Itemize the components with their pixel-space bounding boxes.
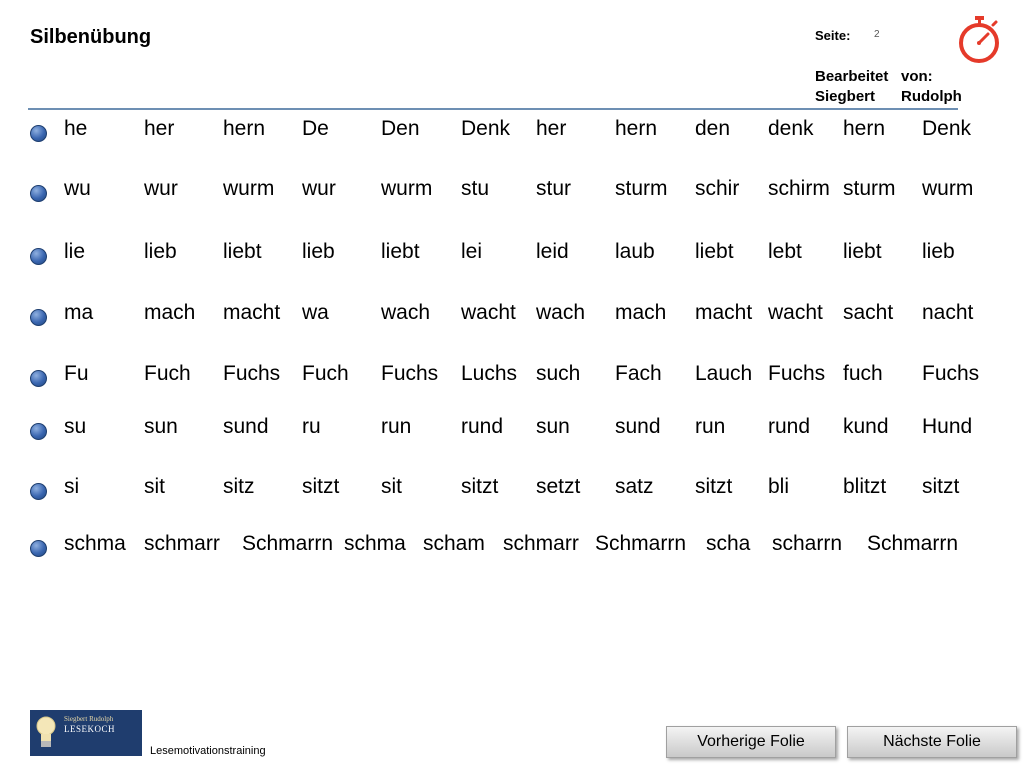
syllable-word: wacht	[461, 301, 516, 324]
logo-author: Siegbert Rudolph	[64, 715, 114, 723]
syllable-word: den	[695, 117, 731, 140]
syllable-word: Hund	[922, 415, 973, 438]
author-info	[815, 67, 962, 107]
syllable-word: Fu	[64, 362, 89, 385]
syllable-word: mach	[144, 301, 196, 324]
syllable-word: Fuchs	[381, 362, 439, 385]
syllable-word: ru	[302, 415, 321, 438]
page-label: Seite:	[815, 28, 851, 43]
bullet-icon	[30, 125, 47, 142]
syllable-word: liebt	[381, 240, 420, 263]
page-title: Silbenübung	[30, 26, 152, 48]
syllable-word: liebt	[695, 240, 734, 263]
syllable-word: De	[302, 117, 329, 140]
syllable-word: stur	[536, 177, 572, 200]
syllable-word: Schmarrn	[242, 532, 334, 555]
syllable-word: sund	[615, 415, 661, 438]
syllable-word: run	[381, 415, 412, 438]
syllable-word: sun	[144, 415, 178, 438]
syllable-word: Fuch	[144, 362, 191, 385]
next-slide-button[interactable]: Nächste Folie	[847, 726, 1017, 758]
leseKoch-logo	[30, 710, 142, 756]
bullet-icon	[30, 309, 47, 326]
syllable-word: macht	[695, 301, 753, 324]
syllable-word: setzt	[536, 475, 581, 498]
edited-label: Bearbeitet	[815, 68, 889, 85]
syllable-word: hern	[843, 117, 886, 140]
syllable-word: lieb	[922, 240, 955, 263]
syllable-word: sitzt	[922, 475, 960, 498]
syllable-word: kund	[843, 415, 889, 438]
bullet-icon	[30, 423, 47, 440]
syllable-word: stu	[461, 177, 490, 200]
syllable-word: fuch	[843, 362, 883, 385]
author-first-name: Siegbert	[815, 88, 876, 105]
bullet-icon	[30, 185, 47, 202]
bullet-icon	[30, 370, 47, 387]
syllable-word: wurm	[381, 177, 433, 200]
syllable-word: schmarr	[503, 532, 579, 555]
syllable-word: scharrn	[772, 532, 843, 555]
syllable-word: sacht	[843, 301, 894, 324]
syllable-word: sturm	[843, 177, 896, 200]
bullet-icon	[30, 483, 47, 500]
syllable-word: Luchs	[461, 362, 518, 385]
syllable-word: lieb	[144, 240, 177, 263]
syllable-word: ma	[64, 301, 94, 324]
syllable-word: schmarr	[144, 532, 220, 555]
syllable-word: wur	[144, 177, 178, 200]
syllable-word: blitzt	[843, 475, 887, 498]
syllable-word: schma	[64, 532, 126, 555]
syllable-word: scham	[423, 532, 485, 555]
by-label: von:	[901, 68, 933, 85]
author-last-name: Rudolph	[901, 88, 962, 105]
syllable-word: wurm	[223, 177, 275, 200]
syllable-word: macht	[223, 301, 281, 324]
syllable-word: run	[695, 415, 726, 438]
syllable-word: Denk	[922, 117, 972, 140]
syllable-word: liebt	[223, 240, 262, 263]
syllable-word: sitzt	[461, 475, 499, 498]
syllable-word: schirm	[768, 177, 830, 200]
syllable-word: wach	[381, 301, 431, 324]
syllable-word: schir	[695, 177, 740, 200]
syllable-word: wacht	[768, 301, 823, 324]
syllable-word: Denk	[461, 117, 511, 140]
syllable-row	[0, 415, 1024, 445]
syllable-word: sitzt	[695, 475, 733, 498]
syllable-word: wurm	[922, 177, 974, 200]
previous-slide-button[interactable]: Vorherige Folie	[666, 726, 836, 758]
syllable-word: sitzt	[302, 475, 340, 498]
syllable-word: he	[64, 117, 88, 140]
syllable-word: lei	[461, 240, 483, 263]
syllable-word: Fuch	[302, 362, 349, 385]
stopwatch-icon	[956, 15, 1002, 65]
syllable-word: wu	[64, 177, 91, 200]
syllable-word: leid	[536, 240, 569, 263]
syllable-word: lebt	[768, 240, 802, 263]
syllable-row	[0, 240, 1024, 270]
syllable-word: bli	[768, 475, 790, 498]
syllable-word: rund	[768, 415, 811, 438]
syllable-word: sitz	[223, 475, 255, 498]
syllable-word: Fach	[615, 362, 662, 385]
syllable-word: si	[64, 475, 80, 498]
syllable-word: su	[64, 415, 87, 438]
syllable-word: such	[536, 362, 581, 385]
syllable-word: Schmarrn	[867, 532, 959, 555]
footer-caption: Lesemotivationstraining	[150, 745, 266, 757]
syllable-word: her	[536, 117, 567, 140]
syllable-word: wa	[302, 301, 329, 324]
syllable-word: sit	[144, 475, 165, 498]
syllable-word: nacht	[922, 301, 974, 324]
syllable-word: wach	[536, 301, 586, 324]
syllable-word: sun	[536, 415, 570, 438]
syllable-word: rund	[461, 415, 504, 438]
bullet-icon	[30, 540, 47, 557]
bullet-icon	[30, 248, 47, 265]
syllable-row	[0, 177, 1024, 207]
syllable-word: Fuchs	[922, 362, 980, 385]
syllable-word: denk	[768, 117, 814, 140]
syllable-row	[0, 475, 1024, 505]
syllable-row	[0, 117, 1024, 147]
syllable-word: Schmarrn	[595, 532, 687, 555]
syllable-word: satz	[615, 475, 654, 498]
logo-brand: LESEKOCH	[64, 724, 115, 734]
syllable-word: sund	[223, 415, 269, 438]
syllable-word: mach	[615, 301, 667, 324]
syllable-word: lieb	[302, 240, 335, 263]
syllable-word: hern	[615, 117, 658, 140]
syllable-word: liebt	[843, 240, 882, 263]
syllable-word: lie	[64, 240, 86, 263]
syllable-row	[0, 362, 1024, 392]
syllable-word: laub	[615, 240, 655, 263]
syllable-word: Fuchs	[768, 362, 826, 385]
syllable-word: sturm	[615, 177, 668, 200]
header-divider	[28, 108, 958, 110]
syllable-word: sit	[381, 475, 402, 498]
syllable-word: Lauch	[695, 362, 753, 385]
syllable-word: Fuchs	[223, 362, 281, 385]
syllable-word: wur	[302, 177, 336, 200]
syllable-word: scha	[706, 532, 751, 555]
syllable-row	[0, 301, 1024, 331]
syllable-row	[0, 532, 1024, 562]
syllable-word: hern	[223, 117, 266, 140]
lightbulb-icon	[34, 715, 58, 749]
syllable-word: schma	[344, 532, 406, 555]
syllable-word: her	[144, 117, 175, 140]
page-number: 2	[874, 29, 880, 40]
syllable-word: Den	[381, 117, 420, 140]
